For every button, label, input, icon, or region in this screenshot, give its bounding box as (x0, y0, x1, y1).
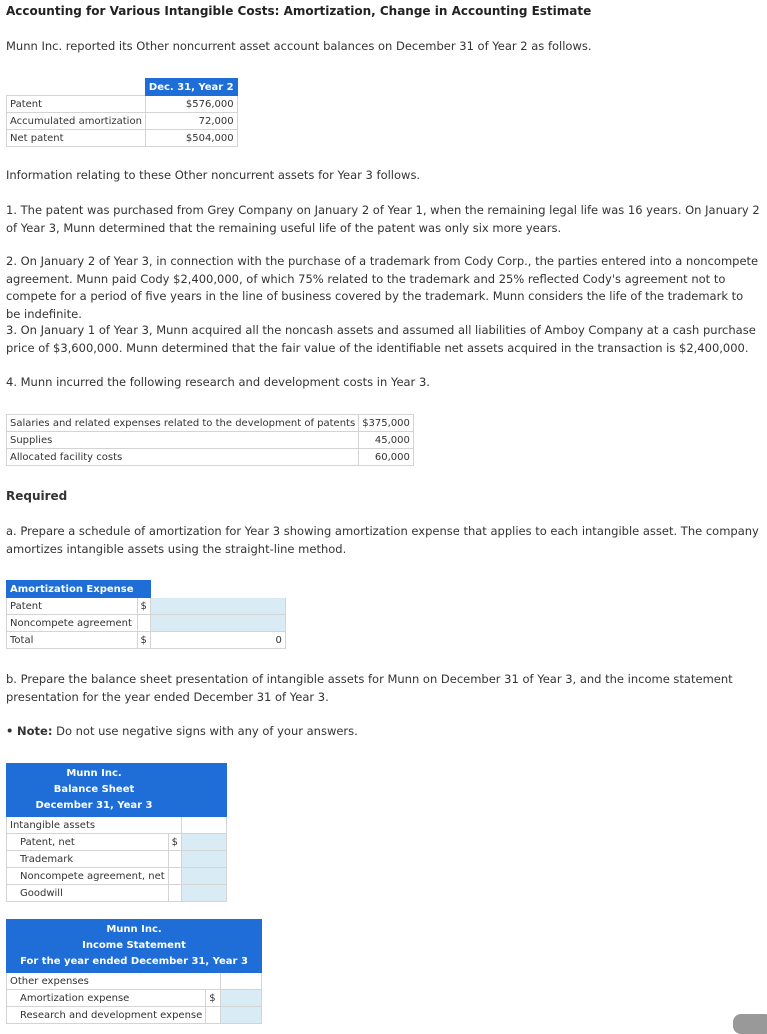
balances-table (6, 78, 238, 147)
statement-date: For the year ended December 31, Year 3 (20, 956, 248, 967)
amortization-label: Total (7, 632, 138, 649)
part-b-text: b. Prepare the balance sheet presentation of intangible assets for Munn on December 31 of Year 3, and the income statement presentation for the year ended December 31 of Year 3. (6, 672, 733, 704)
amortization-expense-input[interactable] (221, 990, 262, 1007)
balances-value: $504,000 (145, 130, 237, 147)
currency-symbol: $ (206, 990, 221, 1007)
balance-sheet-row-label: Goodwill (7, 885, 169, 902)
balances-label: Patent (7, 96, 146, 113)
balance-sheet-header (7, 764, 182, 817)
item-3-text: 3. On January 1 of Year 3, Munn acquired all the noncash assets and assumed all liabilities of Amboy Company at a cash purchase price of $3,600,000. Munn determined that the fair value of the identifiable net assets acquired in the transaction is $2,400,000. (6, 323, 756, 355)
section-label: Intangible assets (7, 817, 182, 834)
intro-text: Munn Inc. reported its Other noncurrent asset account balances on December 31 of Year 2 as follows. (6, 39, 592, 53)
rd-cost-value: 45,000 (359, 432, 414, 449)
income-statement-row-label: Amortization expense (7, 990, 206, 1007)
noncompete-net-input[interactable] (182, 868, 227, 885)
rd-cost-label: Supplies (7, 432, 359, 449)
statement-name: Balance Sheet (53, 784, 135, 795)
balances-value: $576,000 (145, 96, 237, 113)
patent-net-input[interactable] (182, 834, 227, 851)
page-title: Accounting for Various Intangible Costs: Amortization, Change in Accounting Estimate (6, 4, 592, 18)
balance-sheet-row-label: Trademark (7, 851, 169, 868)
rd-costs-table (6, 414, 414, 466)
currency-symbol (137, 615, 150, 632)
income-statement-header (7, 920, 262, 973)
part-a-text: a. Prepare a schedule of amortization for Year 3 showing amortization expense that applies to each intangible asset. The company amortizes intangible assets using the straight-line method. (6, 524, 759, 556)
item-1-text: 1. The patent was purchased from Grey Company on January 2 of Year 1, when the remaining legal life was 16 years. On January 2 of Year 3, Munn determined that the remaining useful life of the patent was only six more years. (6, 203, 760, 235)
rd-cost-label: Salaries and related expenses related to the development of patents (7, 415, 359, 432)
company-name: Munn Inc. (106, 924, 162, 935)
amortization-label: Noncompete agreement (7, 615, 138, 632)
currency-symbol: $ (137, 632, 150, 649)
section-label: Other expenses (7, 973, 221, 990)
balances-value: 72,000 (145, 113, 237, 130)
goodwill-input[interactable] (182, 885, 227, 902)
balances-header: Dec. 31, Year 2 (145, 79, 237, 96)
balances-label: Net patent (7, 130, 146, 147)
amortization-header: Amortization Expense (7, 581, 138, 598)
currency-symbol: $ (137, 598, 150, 615)
note-text (6, 723, 761, 741)
currency-symbol: $ (168, 834, 181, 851)
statement-date: December 31, Year 3 (35, 800, 153, 811)
noncompete-amortization-input[interactable] (150, 615, 285, 632)
rd-cost-value: 60,000 (359, 449, 414, 466)
balance-sheet-row-label: Noncompete agreement, net (7, 868, 169, 885)
income-statement-table (6, 919, 262, 1024)
rd-cost-label: Allocated facility costs (7, 449, 359, 466)
amortization-table (6, 580, 286, 649)
required-heading: Required (6, 489, 68, 503)
item-4-text: 4. Munn incurred the following research and development costs in Year 3. (6, 375, 430, 389)
info-text: Information relating to these Other noncurrent assets for Year 3 follows. (6, 168, 421, 182)
amortization-label: Patent (7, 598, 138, 615)
rd-cost-value: $375,000 (359, 415, 414, 432)
trademark-input[interactable] (182, 851, 227, 868)
rd-expense-input[interactable] (221, 1007, 262, 1024)
scroll-widget[interactable] (733, 1014, 767, 1034)
company-name: Munn Inc. (66, 768, 122, 779)
currency-symbol (206, 1007, 221, 1024)
patent-amortization-input[interactable] (150, 598, 285, 615)
note-label: Note: (17, 724, 53, 738)
statement-name: Income Statement (82, 940, 186, 951)
balance-sheet-table (6, 763, 227, 902)
currency-symbol (168, 851, 181, 868)
income-statement-row-label: Research and development expense (7, 1007, 206, 1024)
currency-symbol (168, 868, 181, 885)
note-body: Do not use negative signs with any of your answers. (52, 724, 358, 738)
balance-sheet-row-label: Patent, net (7, 834, 169, 851)
bullet-icon: • (6, 724, 14, 738)
item-2-text: 2. On January 2 of Year 3, in connection with the purchase of a trademark from Cody Corp., the parties entered into a noncompete agreement. Munn paid Cody $2,400,000, of which 75% related to the trademark and 25% reflected Cody's agreement not to compete for a period of five years in the line of business covered by the trademark. Munn considers the life of the trademark to be indefinite. (6, 254, 759, 321)
balances-label: Accumulated amortization (7, 113, 146, 130)
total-amortization-value: 0 (150, 632, 285, 649)
currency-symbol (168, 885, 181, 902)
